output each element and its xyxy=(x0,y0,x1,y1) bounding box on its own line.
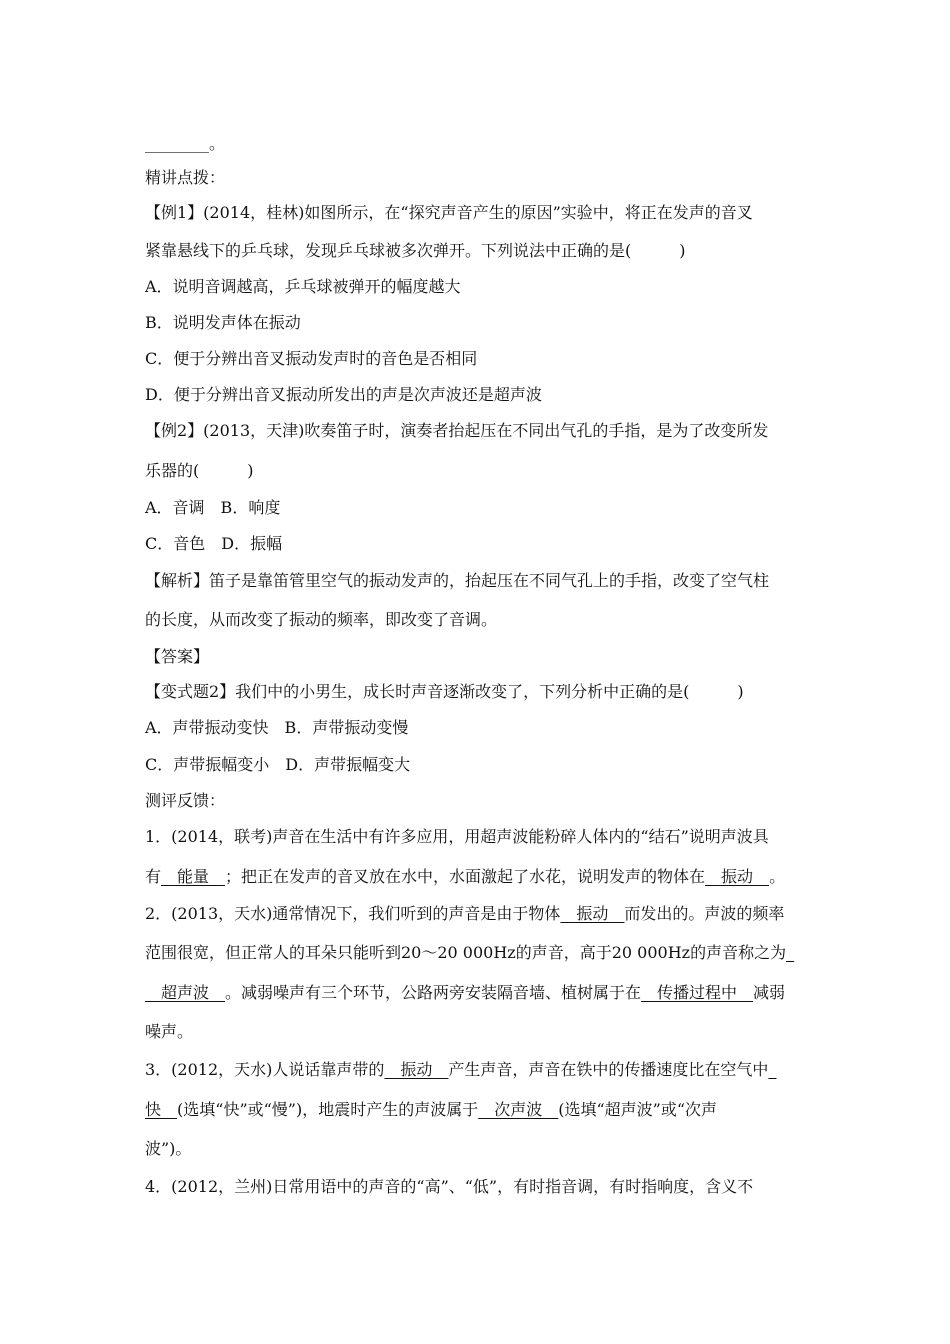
answer-blank: 振动 xyxy=(560,904,625,923)
text: 有 xyxy=(145,867,162,886)
text: (选填“超声波”或“次声 xyxy=(558,1100,718,1119)
variant-options-cd: C．声带振幅变小 D．声带振幅变大 xyxy=(145,755,411,774)
answer-blank: 次声波 xyxy=(478,1100,559,1119)
question-4: 4．(2012，兰州)日常用语中的声音的“高”、“低”，有时指音调，有时指响度，含义不 xyxy=(145,1177,754,1196)
option-d: D．便于分辨出音叉振动所发出的声是次声波还是超声波 xyxy=(145,385,542,404)
answer-blank: _ xyxy=(768,1060,777,1079)
question-1: 1．(2014，联考)声音在生活中有许多应用，用超声波能粉碎人体内的“结石”说明声波具 xyxy=(145,827,769,846)
example-1-stem: 【例1】(2014，桂林)如图所示，在“探究声音产生的原因”实验中，将正在发声的音叉 xyxy=(145,203,753,222)
text: 2．(2013，天水)通常情况下，我们听到的声音是由于物体 xyxy=(145,904,561,923)
text: 。减弱噪声有三个环节，公路两旁安装隔音墙、植树属于在 xyxy=(225,983,642,1002)
text: ；把正在发声的音叉放在水中，水面激起了水花，说明发声的物体在 xyxy=(225,867,706,886)
example-2-stem: 【例2】(2013，天津)吹奏笛子时，演奏者抬起压在不同出气孔的手指，是为了改变所发 xyxy=(145,421,769,440)
option-c: C．便于分辨出音叉振动发声时的音色是否相同 xyxy=(145,349,478,368)
question-2-cont: 噪声。 xyxy=(145,1022,194,1041)
option-a: A．说明音调越高，乒乓球被弹开的幅度越大 xyxy=(145,277,461,296)
option-b: B．说明发声体在振动 xyxy=(145,313,301,332)
answer-blank: _ xyxy=(786,943,795,962)
section-heading: 精讲点拨： xyxy=(145,168,226,187)
analysis: 【解析】笛子是靠笛管里空气的振动发声的，抬起压在不同气孔上的手指，改变了空气柱 xyxy=(145,571,770,590)
answer-label: 【答案】 xyxy=(145,647,210,666)
question-3-cont: 波”)。 xyxy=(145,1139,192,1158)
answer-blank: 能量 xyxy=(161,867,226,886)
question-2-cont xyxy=(145,942,825,964)
answer-blank: 超声波 xyxy=(145,983,226,1002)
text: 减弱 xyxy=(753,983,786,1002)
question-3 xyxy=(145,1059,825,1081)
section-heading-feedback: 测评反馈： xyxy=(145,791,226,810)
answer-blank: 快 xyxy=(145,1100,178,1119)
text: 范围很宽，但正常人的耳朵只能听到20～20 000Hz的声音，高于20 000Hz的声音称之为 xyxy=(145,943,787,962)
answer-blank: 振动 xyxy=(705,867,770,886)
analysis-cont: 的长度，从而改变了振动的频率，即改变了音调。 xyxy=(145,610,498,629)
options-ab: A．音调 B．响度 xyxy=(145,498,281,517)
variant-options-ab: A．声带振动变快 B．声带振动变慢 xyxy=(145,718,409,737)
question-2 xyxy=(145,903,825,925)
question-2-cont xyxy=(145,982,825,1004)
example-2-stem-cont: 乐器的( ) xyxy=(145,461,254,480)
options-cd: C．音色 D．振幅 xyxy=(145,534,283,553)
answer-blank: 传播过程中 xyxy=(641,983,754,1002)
answer-blank: 振动 xyxy=(384,1060,449,1079)
example-1-stem-cont: 紧靠悬线下的乒乓球，发现乒乓球被多次弹开。下列说法中正确的是( ) xyxy=(145,241,686,260)
text-line: ________。 xyxy=(145,134,226,153)
text: (选填“快”或“慢”)，地震时产生的声波属于 xyxy=(177,1100,479,1119)
text: 。 xyxy=(769,867,786,886)
variant-question-2: 【变式题2】我们中的小男生，成长时声音逐渐改变了，下列分析中正确的是( ) xyxy=(145,682,744,701)
question-3-cont xyxy=(145,1099,825,1121)
question-1-cont xyxy=(145,866,825,888)
text: 而发出的。声波的频率 xyxy=(624,904,785,923)
text: 产生声音，声音在铁中的传播速度比在空气中 xyxy=(448,1060,769,1079)
text: 3．(2012，天水)人说话靠声带的 xyxy=(145,1060,385,1079)
